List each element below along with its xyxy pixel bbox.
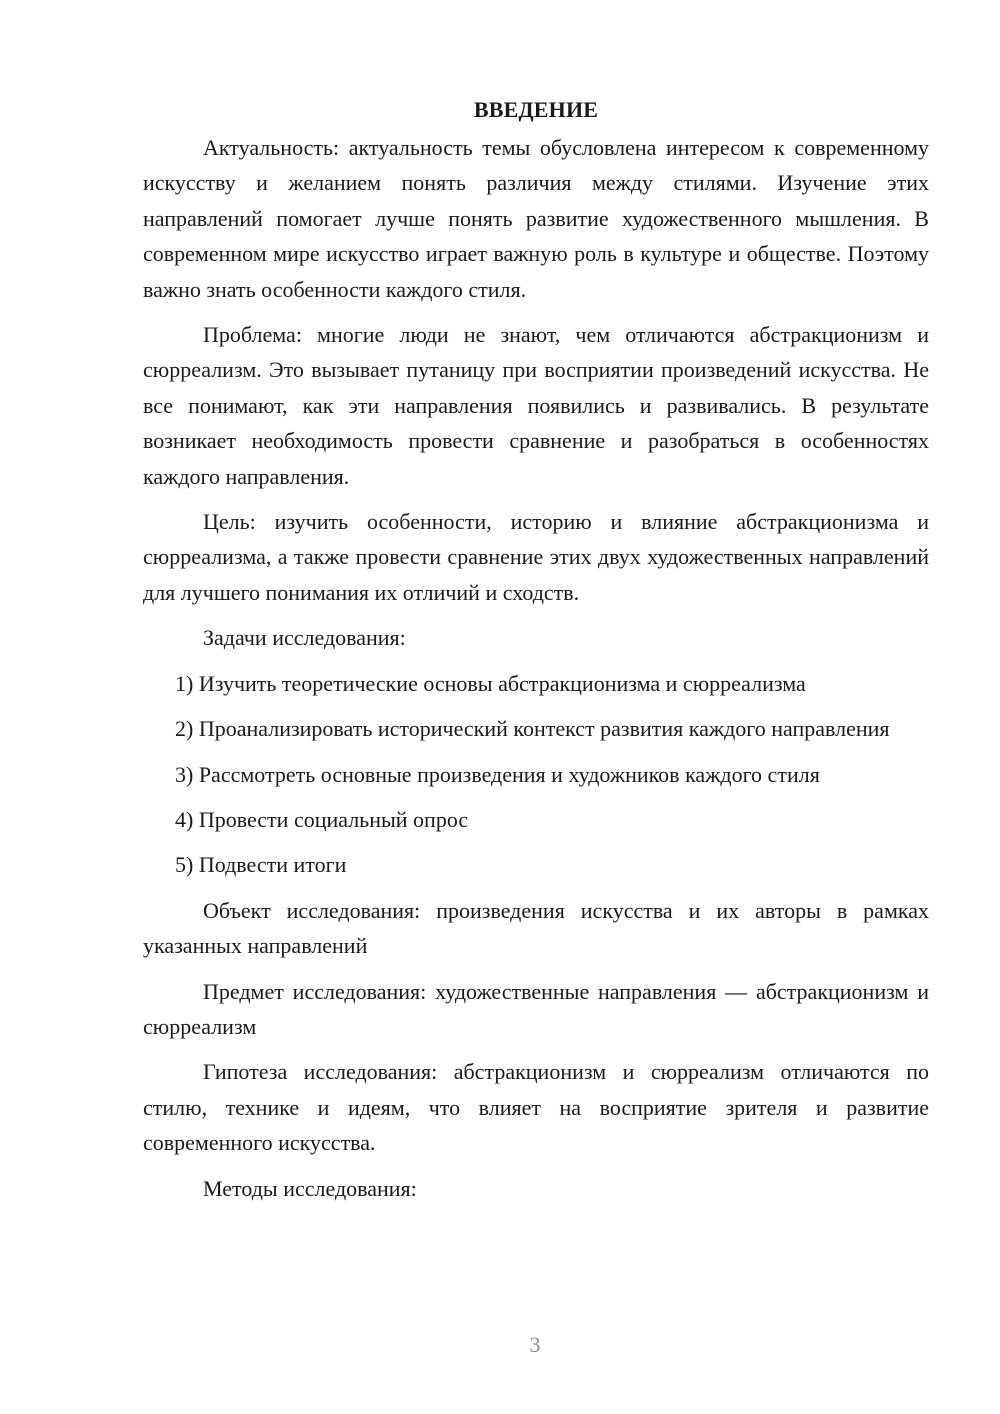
- paragraph-goal: Цель: изучить особенности, историю и влияние абстракционизма и сюрреализма, а также провести сравнение этих двух художественных направлений для лучшего понимания их отличий и сходств.: [143, 509, 929, 605]
- task-item-2: 2) Проанализировать исторический контекст развития каждого направления: [175, 716, 890, 742]
- paragraph-hypothesis: Гипотеза исследования: абстракционизм и сюрреализм отличаются по стилю, технике и идеям, что влияет на восприятие зрителя и развитие современного искусства.: [143, 1059, 929, 1156]
- page-number: 3: [529, 1332, 541, 1357]
- tasks-heading: Задачи исследования:: [203, 625, 406, 651]
- page-title: ВВЕДЕНИЕ: [473, 97, 599, 122]
- paragraph-relevance: Актуальность: актуальность темы обусловлена интересом к современному искусству и желанием понять различия между стилями. Изучение этих направлений помогает лучше понять развитие художественного мышления. В современном мире искусство играет важную роль в культуре и обществе. Поэтому важно знать особенности каждого стиля.: [143, 135, 929, 302]
- document-page: [143, 92, 929, 1216]
- paragraph-problem: Проблема: многие люди не знают, чем отличаются абстракционизм и сюрреализм. Это вызывает путаницу при восприятии произведений искусства. Не все понимают, как эти направления появились и развивались. В результате возникает необходимость провести сравнение и разобраться в особенностях каждого направления.: [143, 322, 929, 489]
- task-item-3: 3) Рассмотреть основные произведения и художников каждого стиля: [175, 761, 820, 787]
- task-item-1: 1) Изучить теоретические основы абстракционизма и сюрреализма: [175, 670, 806, 696]
- methods-heading: Методы исследования:: [203, 1175, 417, 1201]
- paragraph-subject: Предмет исследования: художественные направления — абстракционизм и сюрреализм: [143, 978, 929, 1039]
- paragraph-object: Объект исследования: произведения искусства и их авторы в рамках указанных направлений: [143, 897, 929, 959]
- task-item-5: 5) Подвести итоги: [175, 852, 347, 878]
- task-item-4: 4) Провести социальный опрос: [175, 806, 469, 832]
